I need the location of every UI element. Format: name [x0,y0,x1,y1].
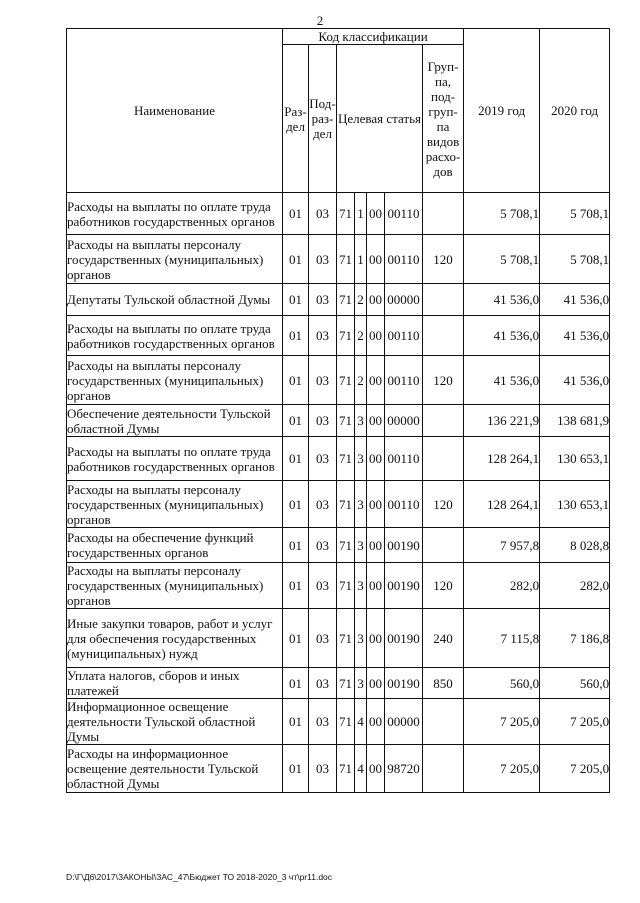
row-subsection: 03 [309,668,337,699]
header-row-1 [67,29,610,45]
row-expense-group [423,316,464,356]
row-subsection: 03 [309,563,337,609]
row-target-4: 00190 [385,563,423,609]
table-row [67,699,610,745]
row-target-4: 00000 [385,284,423,316]
row-target-2: 3 [355,528,367,563]
row-expense-group [423,528,464,563]
row-subsection: 03 [309,284,337,316]
row-name: Расходы на выплаты персоналу государственных (муниципальных) органов [67,356,283,405]
row-name: Иные закупки товаров, работ и услуг для обеспечения государственных (муниципальных) нужд [67,609,283,668]
row-value-2020: 138 681,9 [540,405,610,437]
table-row [67,356,610,405]
table-row [67,235,610,284]
row-target-4: 00110 [385,481,423,528]
row-value-2020: 5 708,1 [540,235,610,284]
row-value-2019: 128 264,1 [464,437,540,481]
row-target-3: 00 [367,609,385,668]
row-target-1: 71 [337,745,355,793]
table-row [67,481,610,528]
row-expense-group: 240 [423,609,464,668]
row-name: Расходы на выплаты персоналу государственных (муниципальных) органов [67,563,283,609]
row-subsection: 03 [309,437,337,481]
row-subsection: 03 [309,745,337,793]
row-target-1: 71 [337,284,355,316]
row-target-1: 71 [337,668,355,699]
row-value-2019: 41 536,0 [464,284,540,316]
row-target-4: 00000 [385,699,423,745]
row-expense-group: 120 [423,481,464,528]
row-value-2019: 41 536,0 [464,356,540,405]
row-value-2020: 560,0 [540,668,610,699]
row-target-2: 1 [355,235,367,284]
row-section: 01 [283,316,309,356]
row-name: Расходы на выплаты персоналу государственных (муниципальных) органов [67,235,283,284]
row-target-4: 00110 [385,356,423,405]
row-name: Расходы на выплаты по оплате труда работников государственных органов [67,437,283,481]
row-subsection: 03 [309,235,337,284]
row-expense-group [423,405,464,437]
table-row [67,316,610,356]
table-row [67,437,610,481]
row-name: Обеспечение деятельности Тульской областной Думы [67,405,283,437]
row-section: 01 [283,481,309,528]
table-row [67,563,610,609]
table-row [67,745,610,793]
header-name: Наименование [67,29,283,193]
row-target-1: 71 [337,563,355,609]
header-section-label: Раз- дел [284,103,307,134]
row-section: 01 [283,193,309,235]
row-target-3: 00 [367,481,385,528]
row-target-1: 71 [337,193,355,235]
row-expense-group [423,699,464,745]
row-section: 01 [283,699,309,745]
row-target-4: 98720 [385,745,423,793]
header-section [283,45,309,193]
row-name: Расходы на обеспечение функций государственных органов [67,528,283,563]
row-name: Расходы на выплаты по оплате труда работников государственных органов [67,193,283,235]
header-subsection-label: Под- раз- дел [309,96,336,141]
row-section: 01 [283,563,309,609]
row-value-2020: 7 186,8 [540,609,610,668]
row-section: 01 [283,284,309,316]
row-target-1: 71 [337,609,355,668]
row-target-2: 3 [355,437,367,481]
row-target-4: 00190 [385,609,423,668]
row-value-2019: 7 115,8 [464,609,540,668]
row-target-3: 00 [367,437,385,481]
row-target-2: 3 [355,563,367,609]
budget-table [66,28,610,793]
row-target-3: 00 [367,284,385,316]
row-name: Расходы на информационное освещение деятельности Тульской областной Думы [67,745,283,793]
row-name: Расходы на выплаты по оплате труда работников государственных органов [67,316,283,356]
row-subsection: 03 [309,193,337,235]
row-name: Уплата налогов, сборов и иных платежей [67,668,283,699]
header-target-article: Целевая статья [337,45,423,193]
row-value-2020: 5 708,1 [540,193,610,235]
row-expense-group: 850 [423,668,464,699]
row-target-3: 00 [367,563,385,609]
table-row [67,668,610,699]
row-value-2020: 41 536,0 [540,284,610,316]
row-target-3: 00 [367,528,385,563]
row-value-2019: 7 957,8 [464,528,540,563]
row-target-3: 00 [367,356,385,405]
row-target-2: 4 [355,745,367,793]
row-target-2: 2 [355,356,367,405]
row-section: 01 [283,437,309,481]
row-value-2019: 41 536,0 [464,316,540,356]
row-value-2020: 41 536,0 [540,316,610,356]
row-target-1: 71 [337,235,355,284]
table-row [67,609,610,668]
row-expense-group: 120 [423,563,464,609]
header-2020: 2020 год [540,29,610,193]
row-target-2: 3 [355,405,367,437]
row-target-3: 00 [367,699,385,745]
row-value-2019: 560,0 [464,668,540,699]
header-expense-group [423,45,464,193]
row-target-2: 2 [355,284,367,316]
row-target-4: 00110 [385,235,423,284]
row-expense-group: 120 [423,235,464,284]
header-subsection [309,45,337,193]
row-section: 01 [283,609,309,668]
row-target-1: 71 [337,316,355,356]
row-value-2020: 282,0 [540,563,610,609]
row-expense-group [423,193,464,235]
row-target-1: 71 [337,356,355,405]
row-name: Депутаты Тульской областной Думы [67,284,283,316]
row-target-4: 00190 [385,528,423,563]
row-value-2019: 282,0 [464,563,540,609]
row-target-4: 00190 [385,668,423,699]
row-target-2: 2 [355,316,367,356]
row-value-2020: 7 205,0 [540,699,610,745]
row-value-2019: 7 205,0 [464,745,540,793]
row-target-4: 00110 [385,193,423,235]
row-target-4: 00110 [385,316,423,356]
row-section: 01 [283,745,309,793]
row-expense-group [423,284,464,316]
row-subsection: 03 [309,481,337,528]
row-target-1: 71 [337,405,355,437]
row-subsection: 03 [309,699,337,745]
row-value-2020: 130 653,1 [540,481,610,528]
row-value-2020: 41 536,0 [540,356,610,405]
row-section: 01 [283,528,309,563]
row-section: 01 [283,235,309,284]
row-value-2019: 7 205,0 [464,699,540,745]
row-target-3: 00 [367,316,385,356]
file-path-footer: D:\Г\Д6\2017\ЗАКОНЫ\ЗАС_47\Бюджет ТО 2018-2020_3 чт\pr11.doc [66,872,333,882]
row-subsection: 03 [309,609,337,668]
row-target-4: 00000 [385,405,423,437]
row-value-2019: 136 221,9 [464,405,540,437]
row-section: 01 [283,668,309,699]
header-2019: 2019 год [464,29,540,193]
row-subsection: 03 [309,528,337,563]
row-target-3: 00 [367,405,385,437]
header-expense-group-label: Груп- па, под- груп- па видов расхо- дов [425,58,461,179]
header-classification-code: Код классификации [283,29,464,45]
row-value-2019: 128 264,1 [464,481,540,528]
table-row [67,284,610,316]
row-target-4: 00110 [385,437,423,481]
page-number: 2 [316,13,324,28]
row-target-2: 1 [355,193,367,235]
row-target-1: 71 [337,699,355,745]
table-row [67,193,610,235]
row-name: Расходы на выплаты персоналу государственных (муниципальных) органов [67,481,283,528]
row-expense-group [423,745,464,793]
row-subsection: 03 [309,405,337,437]
row-target-3: 00 [367,235,385,284]
row-target-1: 71 [337,437,355,481]
row-target-2: 4 [355,699,367,745]
row-target-3: 00 [367,668,385,699]
row-subsection: 03 [309,356,337,405]
row-value-2019: 5 708,1 [464,235,540,284]
row-expense-group [423,437,464,481]
row-value-2020: 8 028,8 [540,528,610,563]
row-expense-group: 120 [423,356,464,405]
row-section: 01 [283,405,309,437]
row-subsection: 03 [309,316,337,356]
row-name: Информационное освещение деятельности Тульской областной Думы [67,699,283,745]
row-section: 01 [283,356,309,405]
row-target-3: 00 [367,745,385,793]
row-value-2020: 7 205,0 [540,745,610,793]
row-value-2019: 5 708,1 [464,193,540,235]
row-value-2020: 130 653,1 [540,437,610,481]
row-target-1: 71 [337,528,355,563]
table-row [67,405,610,437]
row-target-1: 71 [337,481,355,528]
table-row [67,528,610,563]
row-target-2: 3 [355,481,367,528]
row-target-2: 3 [355,668,367,699]
row-target-2: 3 [355,609,367,668]
row-target-3: 00 [367,193,385,235]
